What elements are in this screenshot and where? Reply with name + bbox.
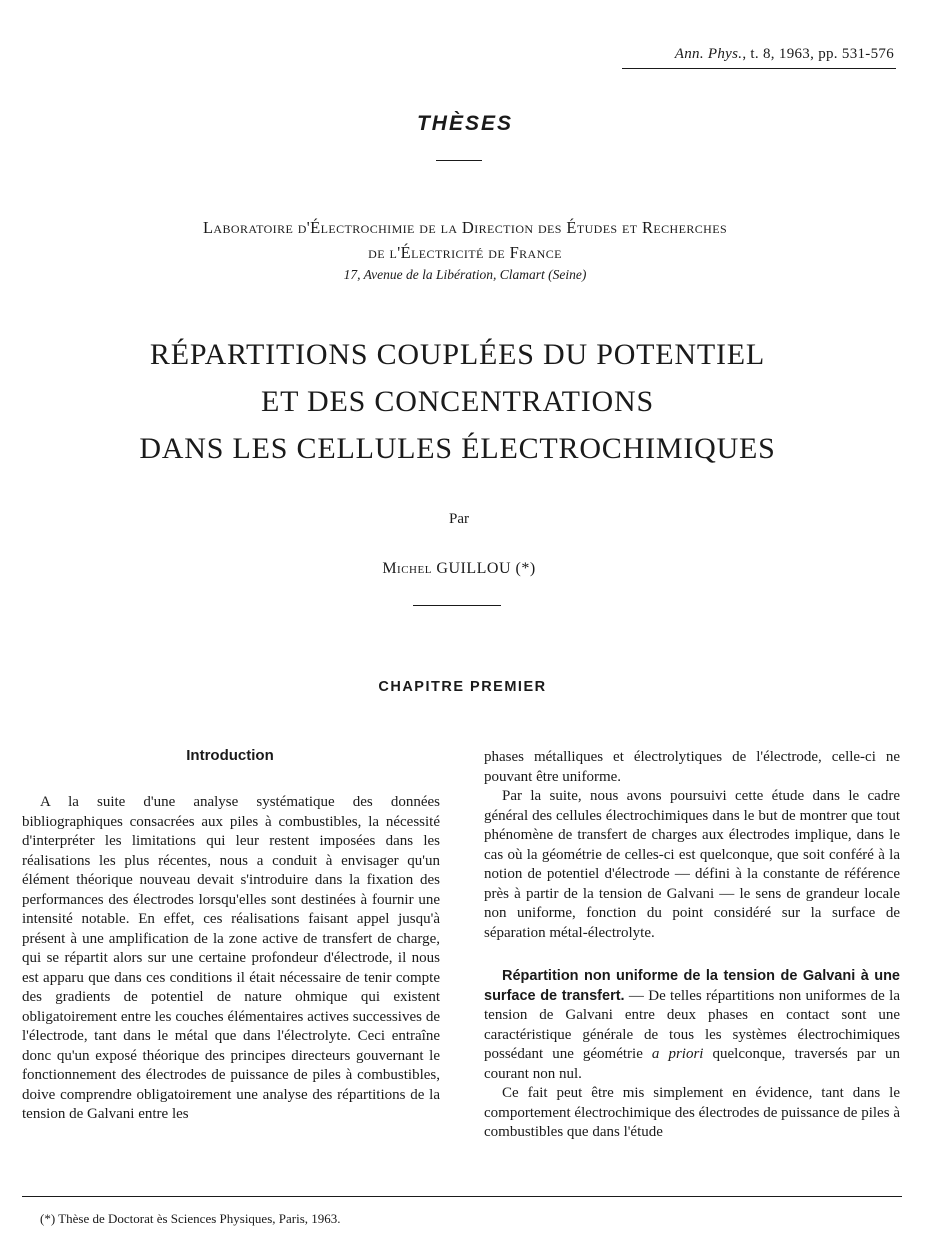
footnote-divider (22, 1196, 902, 1197)
journal-name: Ann. Phys. (674, 46, 743, 62)
introduction-paragraph-2: Par la suite, nous avons poursuivi cette étude dans le cadre général des cellules électrochimiques dans le but de montrer que tout phénomène de transfert de charges aux électrodes implique, dans le cas où la géométrie de celles-ci est quelconque, que soit conféré à la notion de potentiel d'électrode — défini à la constante de référence près à partir de la tension de Galvani — le sens de grandeur locale non uniforme, fonction du point considéré sur la surface de séparation métal-électrolyte. (484, 788, 900, 941)
author-divider (413, 605, 501, 606)
laboratory-line-1: Laboratoire d'Électrochimie de la Direction des Études et Recherches (202, 218, 728, 237)
section2-paragraph-1 (484, 967, 900, 1084)
introduction-heading: Introduction (186, 747, 274, 764)
title-line-2: ET DES CONCENTRATIONS (261, 385, 654, 418)
title-line-1: RÉPARTITIONS COUPLÉES DU POTENTIEL (149, 338, 766, 371)
right-column (484, 748, 900, 1143)
byline-par: Par (449, 511, 469, 527)
laboratory-address: 17, Avenue de la Libération, Clamart (Seine) (343, 267, 587, 282)
introduction-paragraph-1: A la suite d'une analyse systématique des données bibliographiques consacrées aux piles à combustibles, la nécessité d'interpréter les limitations qui leur restent imposées dans les réalisations les plus récentes, nous a conduit à envisager qu'un élément théorique nouveau devait s'introduire dans la fixation des performances des électrodes lorsqu'elles sont destinées à fournir une intensité notable. En effet, ces réalisations faisant appel jusqu'à présent à une amplification de la zone active de transfert de charge, qui se répartit alors sur une certaine profondeur d'électrode, il nous est apparu que dans ces conditions il était nécessaire de tenir compte des gradients de potentiel de nature ohmique qui existent obligatoirement entre les couches élémentaires actives successives de l'électrode, tant dans le métal que dans l'électrolyte. Ceci entraîne donc qu'un exposé théorique des principes directeurs gouvernant le fonctionnement des électrodes de puissance de piles à combustibles, doive comprendre obligatoirement une analyse des répartitions de la tension de Galvani entre les (22, 794, 440, 1122)
citation-details: , t. 8, 1963, pp. 531-576 (742, 46, 894, 62)
author-first-name: Michel (382, 560, 432, 577)
author-name (0, 560, 918, 578)
section2-heading: Répartition non uniforme de la tension de Galvani à une surface de transfert. (484, 968, 900, 1004)
section2-text-b: quelconque, traversés par un courant non nul. (484, 1046, 900, 1082)
header-divider (436, 160, 482, 161)
footnote: (*) Thèse de Doctorat ès Sciences Physiques, Paris, 1963. (40, 1211, 341, 1226)
paragraph-spacer (484, 943, 900, 967)
chapter-heading: CHAPITRE PREMIER (378, 679, 547, 695)
title-line-3: DANS LES CELLULES ÉLECTROCHIMIQUES (139, 432, 776, 465)
author-last-name: GUILLOU (*) (436, 560, 536, 577)
section2-paragraph-2: Ce fait peut être mis simplement en évidence, tant dans le comportement électrochimique des électrodes de puissance de piles à combustibles que dans l'étude (484, 1085, 900, 1140)
section2-text-a: — De telles répartitions non uniformes de la tension de Galvani entre deux phases en contact sont une caractéristique générale de tous les systèmes électrochimiques possédant une géométrie (484, 987, 900, 1062)
section-label: THÈSES (416, 112, 514, 135)
introduction-paragraph-1-continued: phases métalliques et électrolytiques de l'électrode, celle-ci ne pouvant être uniforme. (484, 749, 900, 785)
citation-underline (622, 68, 896, 69)
journal-citation (675, 46, 894, 63)
section2-emphasis: a priori (651, 1046, 704, 1062)
laboratory-line-2: de l'Électricité de France (368, 243, 562, 262)
left-column (22, 793, 440, 1125)
